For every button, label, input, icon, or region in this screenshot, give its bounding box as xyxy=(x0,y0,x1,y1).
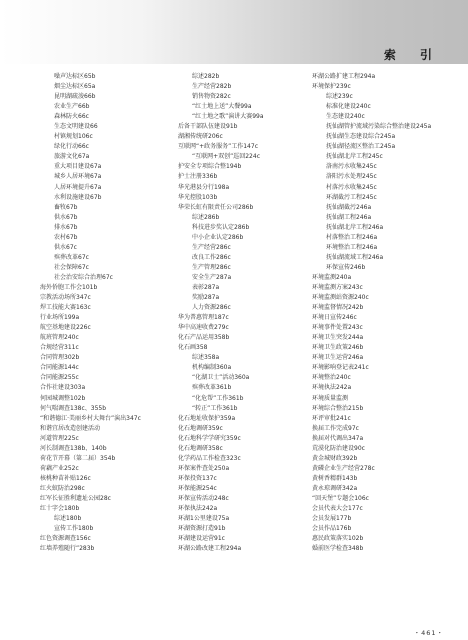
index-entry: 环保能源254c xyxy=(178,484,217,492)
index-entry: 抚仙湖北岸工程245c xyxy=(326,153,383,161)
index-entry: 环境监测240a xyxy=(312,273,352,281)
index-entry: 综述286b xyxy=(192,213,220,221)
index-entry: 生产管理286c xyxy=(192,263,231,271)
index-entry: 噪声达标区65b xyxy=(54,73,96,80)
index-entry: 供水67c xyxy=(54,243,77,251)
index-entry: 航班管理240c xyxy=(40,334,79,342)
index-entry: 红墙养殖随行”283b xyxy=(40,545,95,553)
index-entry: “红土地之歌”演讲大赛99a xyxy=(192,113,264,121)
index-entry: 昆明湖疏浚66b xyxy=(54,93,96,101)
index-entry: 供水67b xyxy=(54,213,78,221)
index-entry: 合同管理302b xyxy=(40,354,80,362)
index-entry: 红色资源调查156c xyxy=(40,535,91,543)
index-entry: 环湖建设运营91c xyxy=(178,535,225,543)
index-columns xyxy=(40,72,450,620)
index-entry: 抚仙湖管护流域污染综合整治建设245a xyxy=(326,123,432,131)
index-entry: “回天堡”专题会106c xyxy=(312,494,369,502)
index-entry: 河道管理225c xyxy=(40,434,79,442)
index-entry: 环湖截污工程245c xyxy=(326,193,377,201)
index-entry: 环湖1公里建设75a xyxy=(178,515,230,523)
index-entry: 焊工技能大赛163c xyxy=(40,304,91,312)
index-entry: 重大项目建设67a xyxy=(54,163,102,171)
index-entry: 抚仙湖工程246a xyxy=(326,213,372,221)
index-entry: 水利设施建设67b xyxy=(54,193,102,201)
index-entry: 环境整治工程246a xyxy=(326,243,378,251)
index-entry: 华光控股103b xyxy=(178,193,218,201)
index-entry: 销售物资282c xyxy=(192,93,231,101)
index-entry: 城乡人居环境67a xyxy=(54,173,102,181)
index-entry: 黄金城财政392b xyxy=(312,454,358,462)
index-entry: “和谐德江·美丽乡村大舞台”演出347c xyxy=(40,414,141,422)
index-entry: 改良工作286c xyxy=(192,253,231,261)
index-entry: 环评审批241c xyxy=(312,414,351,422)
index-entry: 海外侨胞工作会101b xyxy=(40,283,98,291)
index-entry: 抚仙湖流域工程246a xyxy=(326,253,384,261)
index-entry: 航空基地建设226c xyxy=(40,324,91,332)
index-entry: 合同能源144c xyxy=(40,364,79,372)
index-entry: 环境整治240c xyxy=(312,374,351,382)
index-entry: 会员作品176b xyxy=(312,525,352,533)
index-entry: 红火蚁防治298c xyxy=(40,484,85,492)
index-entry: 抚仙湖截污246a xyxy=(326,203,372,211)
index-entry: 环境质量监测 xyxy=(312,394,349,402)
index-entry: 村镇规划106c xyxy=(54,133,93,141)
index-entry: 抚仙湖生态建设综合245a xyxy=(326,133,396,141)
index-entry: 换届对代调出347a xyxy=(312,434,364,442)
index-entry: 环境监测站资源240c xyxy=(312,294,369,302)
index-entry: 环保宣传活动248c xyxy=(178,494,229,502)
index-entry: 环湖公路扩建工程294a xyxy=(312,73,376,80)
index-entry: 红军长征胜利遗址公园28c xyxy=(40,494,111,502)
index-entry: 洛南污水收集245c xyxy=(326,163,377,171)
index-entry: 机构编制360a xyxy=(192,364,232,372)
index-entry: 化石地科学学研究359c xyxy=(178,434,241,442)
index-entry: 华荣长虹有限责任公司286b xyxy=(178,203,254,211)
index-entry: 换届工作完成97c xyxy=(312,424,359,432)
index-entry: 护士注册336b xyxy=(178,173,218,181)
index-entry: 互联网“+政务服务”工作147c xyxy=(178,143,258,151)
index-entry: 宣传工作180b xyxy=(54,525,94,533)
index-entry: 环境综合整治215b xyxy=(312,404,364,412)
index-entry: 核桃种苗补贴126c xyxy=(40,474,91,482)
index-entry: 化石地址收保护359a xyxy=(178,414,236,422)
index-entry: 标准化建设240c xyxy=(326,103,371,111)
index-entry: 村落污水收集245c xyxy=(326,183,377,191)
index-column-1 xyxy=(40,72,178,554)
index-entry: 科技进步奖认定286b xyxy=(192,223,250,231)
index-entry: 何气喘调查138c、355b xyxy=(40,404,107,412)
index-entry: 荷藕产业252c xyxy=(40,464,79,472)
index-entry: 和谐宜居改造创建活动 xyxy=(40,424,101,432)
index-entry: 旅游文化67a xyxy=(54,153,90,161)
index-entry: 环境卫生政策246b xyxy=(312,344,364,352)
index-entry: 化石地调研358c xyxy=(178,444,223,452)
index-entry: 合同能源255c xyxy=(40,374,79,382)
index-entry: 抚仙湖北岸工程246a xyxy=(326,223,384,231)
index-entry: “红土地上送”大餐99a xyxy=(192,103,252,111)
index-entry: 华中高速收费279c xyxy=(178,324,229,332)
index-entry: 惠民政策落实102b xyxy=(312,535,364,543)
index-entry: 奖励287a xyxy=(192,294,220,302)
index-entry: 环境影响登记表241c xyxy=(312,364,369,372)
index-entry: 环境日宣传246c xyxy=(312,314,357,322)
index-entry: 抚仙湖径流区整治工245a xyxy=(326,143,396,151)
index-entry: 农业生产66b xyxy=(54,103,90,111)
index-entry: 畜牧67b xyxy=(54,203,78,211)
index-entry: 殡葬改革67c xyxy=(54,253,89,261)
index-entry: 排水67b xyxy=(54,223,78,231)
index-entry: 合规经营311c xyxy=(40,344,79,352)
index-entry: 农村67b xyxy=(54,233,78,241)
index-entry: 化石产品运用358b xyxy=(178,334,230,342)
index-entry: 行业场所199a xyxy=(40,314,80,322)
index-entry: 生态建设240c xyxy=(326,113,365,121)
index-entry: 合作社建设303a xyxy=(40,384,86,392)
index-entry: 村落整治工程246a xyxy=(326,233,378,241)
index-entry: 环保投资137c xyxy=(178,474,217,482)
index-entry: 社会治安综合治理67c xyxy=(54,273,113,281)
index-entry: 环保宣传246b xyxy=(326,263,366,271)
index-entry: “转正”工作361b xyxy=(192,404,238,412)
index-entry: 中小企业认定286b xyxy=(192,233,244,241)
index-entry: 安全生产287a xyxy=(192,273,232,281)
index-entry: 社会保障67c xyxy=(54,263,89,271)
index-entry: 生态文明建设66 xyxy=(54,123,98,131)
index-entry: 表彰287a xyxy=(192,283,220,291)
index-entry: 环湖公路改建工程294a xyxy=(178,545,242,553)
index-entry: 环湖资源打造91b xyxy=(178,525,226,533)
index-entry: 综述358a xyxy=(192,354,220,362)
page-number: ・461・ xyxy=(413,629,444,637)
index-entry: 森林防火66c xyxy=(54,113,89,121)
index-entry: 化石画358 xyxy=(178,344,208,352)
index-entry: 化石地调研359c xyxy=(178,424,223,432)
index-entry: 环保执法242a xyxy=(178,505,218,513)
index-entry: 黄永琼调研342a xyxy=(312,484,358,492)
index-entry: 何园城调整102b xyxy=(40,394,86,402)
index-column-3 xyxy=(312,72,452,554)
index-entry: 华光港县分行198a xyxy=(178,183,230,191)
index-entry: 黄树香精群143b xyxy=(312,474,358,482)
index-entry: 婚前医学检查348b xyxy=(312,545,364,553)
index-entry: 综述282b xyxy=(192,73,220,80)
index-entry: 化学药品工作检查323c xyxy=(178,454,241,462)
index-entry: “化湖卫士”活动360a xyxy=(192,374,250,382)
index-entry: 环境监督情况242b xyxy=(312,304,364,312)
index-entry: 烟尘达标区65a xyxy=(54,83,96,91)
index-entry: 护安全专项综合整194b xyxy=(178,163,242,171)
index-entry: 华为普惠管理187c xyxy=(178,314,229,322)
index-entry: 黄磷企业生产经营278c xyxy=(312,464,375,472)
index-entry: 生产经营282b xyxy=(192,83,232,91)
index-entry: 绿化行动66c xyxy=(54,143,89,151)
index-entry: 红十字会180b xyxy=(40,505,80,513)
index-entry: 人力资源286c xyxy=(192,304,231,312)
index-entry: 环保案件查处250a xyxy=(178,464,230,472)
index-entry: 后备干部队伍建设91b xyxy=(178,123,238,131)
index-entry: 河长制调查138b、140b xyxy=(40,444,107,452)
index-entry: 综述180b xyxy=(54,515,82,523)
index-entry: 会员发展177b xyxy=(312,515,352,523)
index-entry: 环境事件处置243c xyxy=(312,324,363,332)
index-entry: “互联网+双创”巡回224c xyxy=(192,153,260,161)
index-entry: 环境执法242a xyxy=(312,384,352,392)
index-entry: 洛阳污水处理245c xyxy=(326,173,377,181)
index-entry: 荷花节开幕（第二届）354b xyxy=(40,454,116,462)
index-column-2 xyxy=(178,72,312,554)
index-entry: 生产经营286c xyxy=(192,243,231,251)
index-entry: 环境监测方案243c xyxy=(312,283,363,291)
index-entry: 会员代表大会177c xyxy=(312,505,363,513)
index-entry: 环境卫生突发244a xyxy=(312,334,364,342)
index-title: 索 引 xyxy=(383,48,442,62)
index-entry: 环境保护239c xyxy=(312,83,351,91)
index-entry: 宗教活动场所347c xyxy=(40,294,91,302)
index-entry: 荒漠化防治建设90c xyxy=(312,444,365,452)
index-entry: “化危帮”工作361b xyxy=(192,394,244,402)
index-entry: 殡葬改革361b xyxy=(192,384,232,392)
index-entry: 湖湘传统研206c xyxy=(178,133,223,141)
index-entry: 环境卫生运营246a xyxy=(312,354,364,362)
index-entry: 人居环境提升67a xyxy=(54,183,102,191)
index-entry: 综述239c xyxy=(326,93,353,101)
